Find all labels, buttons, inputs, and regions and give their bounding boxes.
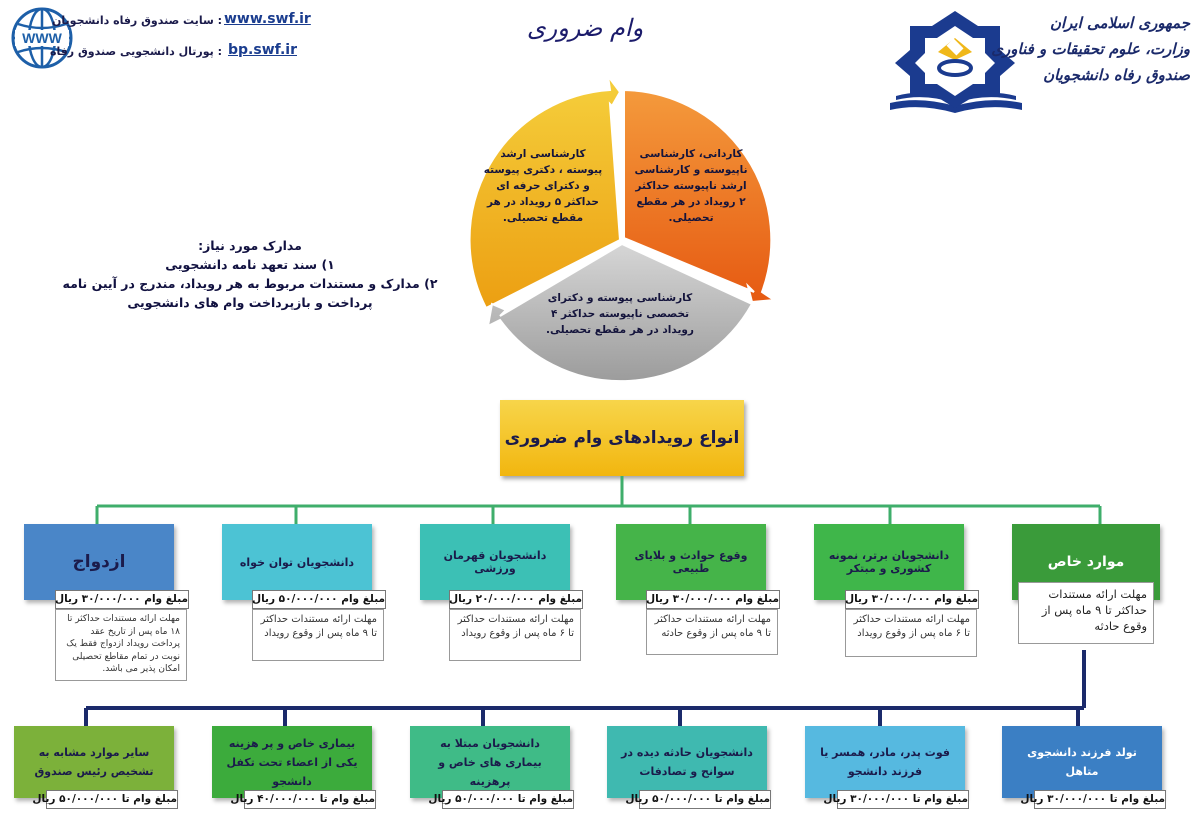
page-title: وام ضروری [526,14,644,42]
bottom-category-child-birth-amount: مبلغ وام تا ۳۰/۰۰۰/۰۰۰ ریال [1034,790,1166,809]
category-disasters-amount: مبلغ وام ۳۰/۰۰۰/۰۰۰ ریال [646,590,780,609]
bottom-category-other-cases-amount: مبلغ وام تا ۵۰/۰۰۰/۰۰۰ ریال [46,790,178,809]
gov-line-1: جمهوری اسلامی ایران [1049,14,1190,32]
required-documents [60,236,440,312]
category-disasters-desc: مهلت ارائه مستندات حداکثر تا ۹ ماه پس از وقوع حادثه [646,609,778,655]
bottom-category-dependent-illness-amount: مبلغ وام تا ۴۰/۰۰۰/۰۰۰ ریال [244,790,376,809]
ministry-header [991,10,1190,88]
bottom-category-special-illness-amount: مبلغ وام تا ۵۰/۰۰۰/۰۰۰ ریال [442,790,574,809]
event-limits-wheel [440,60,800,400]
category-sports-champions-amount: مبلغ وام ۲۰/۰۰۰/۰۰۰ ریال [449,590,583,609]
bottom-category-child-birth: تولد فرزند دانشجوی متاهل [1002,726,1162,798]
category-sports-champions-desc: مهلت ارائه مستندات حداکثر تا ۶ ماه پس از وقوع رویداد [449,609,581,661]
documents-heading: مدارک مورد نیاز: [198,238,302,253]
wheel-yellow-text: کارشناسی ارشد پیوسته ، دکتری پیوسته و دکترای حرفه ای حداکثر ۵ رویداد در هر مقطع تحصیلی. [483,148,603,224]
category-disasters: وقوع حوادث و بلایای طبیعی [616,524,766,600]
category-top-students: دانشجویان برتر، نمونه کشوری و مبتکر [814,524,964,600]
category-marriage: ازدواج [24,524,174,600]
bottom-category-family-death-amount: مبلغ وام تا ۳۰/۰۰۰/۰۰۰ ریال [837,790,969,809]
documents-item-2: ۲) مدارک و مستندات مربوط به هر رویداد، مندرج در آیین نامه پرداخت و بازپرداخت وام های دانشجویی [62,276,438,310]
site-label: : سایت صندوق رفاه دانشجویان [52,14,222,27]
category-top-students-desc: مهلت ارائه مستندات حداکثر تا ۶ ماه پس از وقوع رویداد [845,609,977,657]
category-disabled-students-desc: مهلت ارائه مستندات حداکثر تا ۹ ماه پس از وقوع رویداد [252,609,384,661]
portal-link[interactable]: bp.swf.ir [228,42,297,58]
gov-line-2: وزارت، علوم تحقیقات و فناوری [991,40,1190,58]
category-sports-champions: دانشجویان قهرمان ورزشی [420,524,570,600]
category-marriage-amount: مبلغ وام ۳۰/۰۰۰/۰۰۰ ریال [55,590,189,609]
category-special-cases-desc: مهلت ارائه مستندات حداکثر تا ۹ ماه پس از وقوع حادثه [1018,582,1154,644]
wheel-orange-text: کاردانی، کارشناسی ناپیوسته و کارشناسی ارشد ناپیوسته حداکثر ۲ رویداد در هر مقطع تحصیلی. [634,148,748,224]
category-disabled-students: دانشجویان توان خواه [222,524,372,600]
category-top-students-amount: مبلغ وام ۳۰/۰۰۰/۰۰۰ ریال [845,590,979,609]
site-link[interactable]: www.swf.ir [224,11,311,27]
category-special-cases: موارد خاص [1012,524,1160,600]
bottom-category-dependent-illness: بیماری خاص و پر هزینه یکی از اعضاء تحت تکفل دانشجو [212,726,372,798]
portal-label: : پورتال دانشجویی صندوق رفاه [49,45,222,58]
bottom-category-accidents: دانشجویان حادثه دیده در سوانح و تصادفات [607,726,767,798]
wheel-gray-text: کارشناسی پیوسته و دکترای تخصصی ناپیوسته حداکثر ۴ رویداد در هر مقطع تحصیلی. [546,292,694,336]
event-types-title: انواع رویدادهای وام ضروری [500,400,744,476]
documents-item-1: ۱) سند تعهد نامه دانشجویی [165,257,335,272]
fund-logo [880,8,1030,118]
category-disabled-students-amount: مبلغ وام ۵۰/۰۰۰/۰۰۰ ریال [252,590,386,609]
bottom-category-other-cases: سایر موارد مشابه به تشخیص رئیس صندوق [14,726,174,798]
category-marriage-desc: مهلت ارائه مستندات حداکثر تا ۱۸ ماه پس از تاریخ عقد پرداخت رویداد ازدواج فقط یک نوبت در تمام مقاطع تحصیلی امکان پذیر می باشد. [55,609,187,681]
bottom-category-family-death: فوت پدر، مادر، همسر یا فرزند دانشجو [805,726,965,798]
bottom-category-accidents-amount: مبلغ وام تا ۵۰/۰۰۰/۰۰۰ ریال [639,790,771,809]
gov-line-3: صندوق رفاه دانشجویان [1043,66,1190,84]
globe-text: WWW [22,30,62,46]
bottom-category-special-illness: دانشجویان مبتلا به بیماری های خاص و پرهزینه [410,726,570,798]
